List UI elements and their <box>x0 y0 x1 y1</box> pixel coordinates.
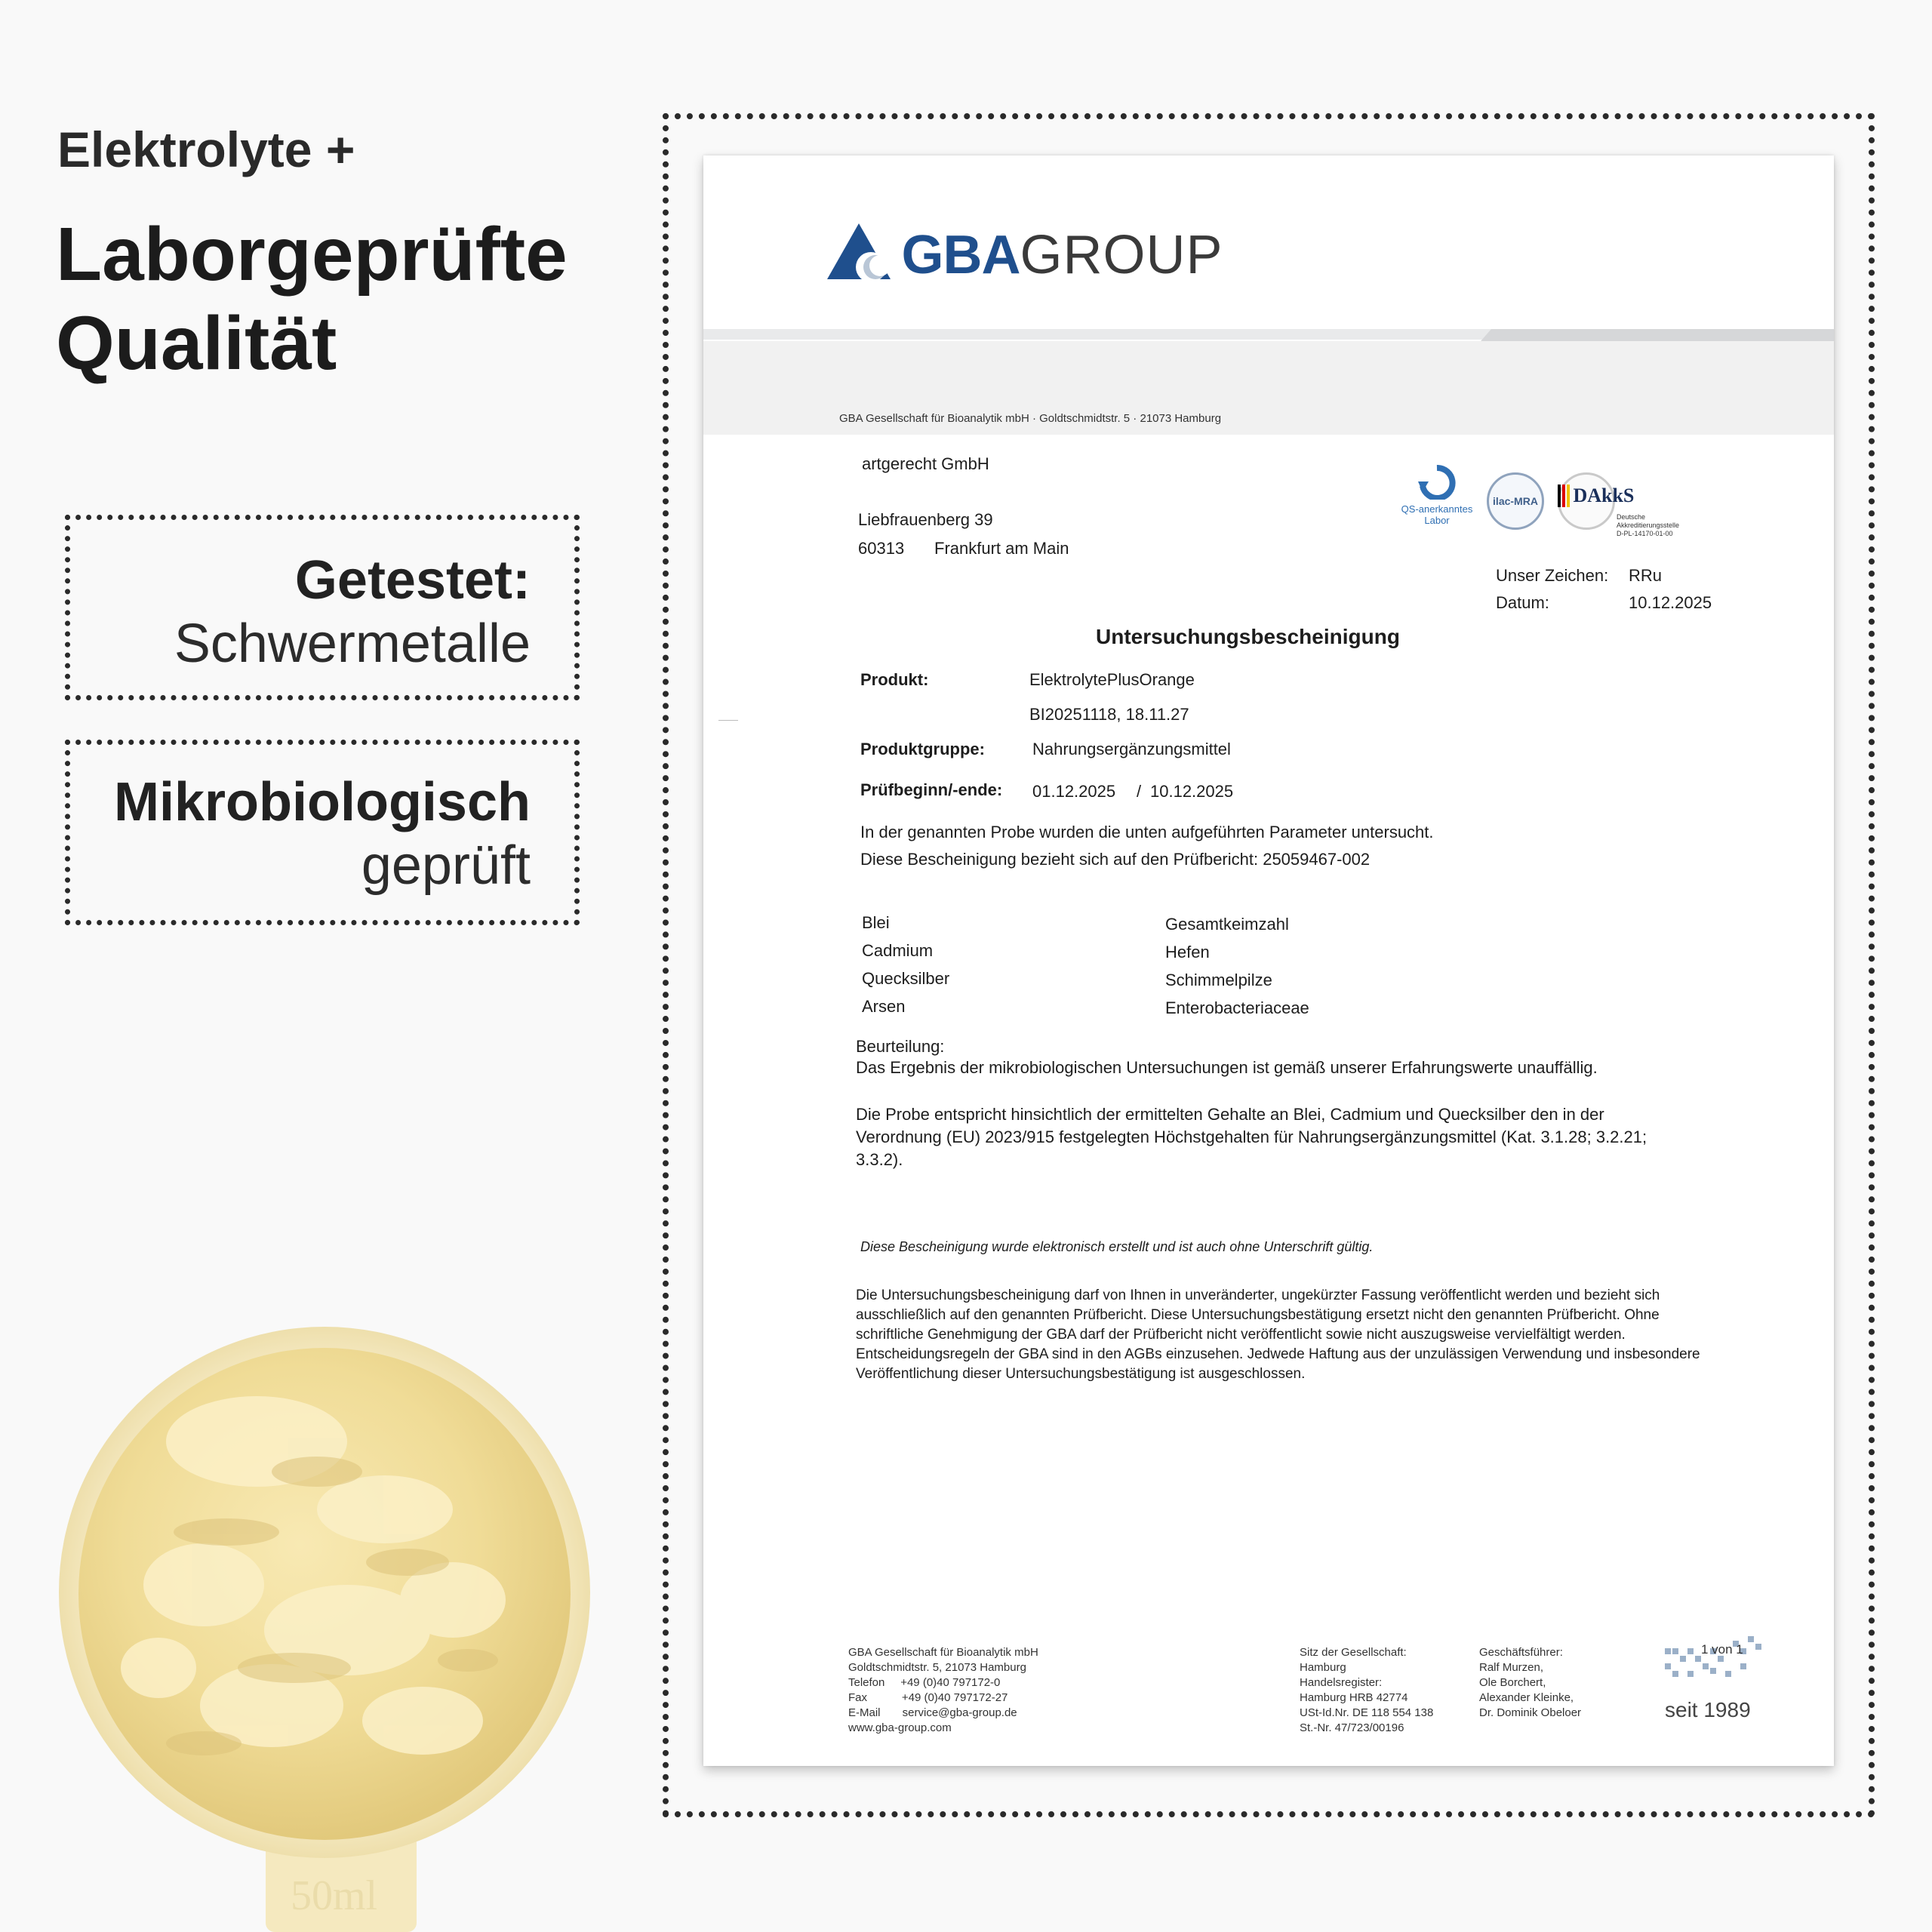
footer-line: Hamburg HRB 42774 <box>1300 1691 1408 1704</box>
electronic-signature-note: Diese Bescheinigung wurde elektronisch erstellt und ist auch ohne Unterschrift gültig. <box>860 1239 1374 1254</box>
assessment-heavy-metals-line: Die Probe entspricht hinsichtlich der ermittelten Gehalte an Blei, Cadmium und Quecksilber den in der <box>856 1105 1604 1124</box>
certificate-heading: Untersuchungsbescheinigung <box>1096 625 1400 648</box>
assessment-microbiology: Das Ergebnis der mikrobiologischen Untersuchungen ist gemäß unserer Erfahrungswerte unauffällig. <box>856 1058 1598 1077</box>
ilac-mra-text: ilac-MRA <box>1493 495 1538 507</box>
date-label: Datum: <box>1496 593 1549 612</box>
fold-mark <box>718 720 738 721</box>
headline-title-line1: Laborgeprüfte <box>56 212 568 297</box>
qs-approved-lab-logo <box>1395 465 1479 526</box>
footer-line: Handelsregister: <box>1300 1676 1383 1689</box>
footer-line: Dr. Dominik Obeloer <box>1479 1706 1582 1719</box>
disclaimer-line: Veröffentlichung dieser Untersuchungsbestätigung ist ausgeschlossen. <box>856 1366 1306 1382</box>
header-stripe-accent <box>1481 329 1834 341</box>
reference-label: Unser Zeichen: <box>1496 566 1609 585</box>
footer-line: Ralf Murzen, <box>1479 1661 1544 1674</box>
product-value: ElektrolytePlusOrange <box>1029 670 1195 689</box>
gba-group-logo <box>827 222 1223 286</box>
sender-address-line: GBA Gesellschaft für Bioanalytik mbH · Goldtschmidtstr. 5 · 21073 Hamburg <box>839 412 1222 425</box>
product-group-value: Nahrungsergänzungsmittel <box>1032 740 1231 758</box>
assessment-heavy-metals <box>856 1103 1647 1171</box>
disclaimer <box>856 1286 1700 1384</box>
microbiology-box <box>65 740 580 925</box>
footer-line: GBA Gesellschaft für Bioanalytik mbH <box>848 1646 1038 1659</box>
product-batch: BI20251118, 18.11.27 <box>1029 705 1189 724</box>
headline-title-line2: Qualität <box>56 301 337 386</box>
reference-value: RRu <box>1629 566 1663 585</box>
footer-company-info <box>848 1645 1038 1736</box>
dakks-subtext <box>1617 513 1679 538</box>
disclaimer-line: ausschließlich auf den genannten Prüfbericht. Diese Untersuchungsbestätigung ersetzt nicht den genannten Prüfbericht. Ohne <box>856 1307 1660 1323</box>
recipient-company: artgerecht GmbH <box>862 454 989 473</box>
footer-line: Alexander Kleinke, <box>1479 1691 1574 1704</box>
qs-label-line1: QS-anerkanntes <box>1401 503 1473 515</box>
intro-line-2: Diese Bescheinigung bezieht sich auf den Prüfbericht: 25059467-002 <box>860 850 1371 869</box>
gba-triangle-icon <box>827 222 898 282</box>
dakks-logo <box>1558 485 1634 507</box>
footer-line: E-Mail service@gba-group.de <box>848 1706 1017 1719</box>
parameter-item: Gesamtkeimzahl <box>1165 915 1289 934</box>
qs-recycle-icon <box>1418 465 1456 500</box>
disclaimer-line: Die Untersuchungsbescheinigung darf von Ihnen in unveränderter, ungekürzter Fassung veröffentlicht werden und bezieht sich <box>856 1287 1660 1303</box>
footer-line: St.-Nr. 47/723/00196 <box>1300 1721 1404 1734</box>
headline-title <box>56 210 568 388</box>
recipient-street: Liebfrauenberg 39 <box>858 510 993 529</box>
footer-line: Ole Borchert, <box>1479 1676 1546 1689</box>
parameter-item: Quecksilber <box>862 969 950 988</box>
logo-gba-text: GBA <box>901 225 1020 285</box>
date-value: 10.12.2025 <box>1629 593 1712 612</box>
test-period-separator: / <box>1137 782 1142 801</box>
logo-group-text: GROUP <box>1020 225 1223 285</box>
intro-line-1: In der genannten Probe wurden die unten aufgeführten Parameter untersucht. <box>860 823 1434 841</box>
heavy-metals-box-title: Getestet: <box>294 550 531 611</box>
dakks-subtext-line3: D-PL-14170-01-00 <box>1617 530 1673 537</box>
microbiology-box-title: Mikrobiologisch <box>113 772 531 832</box>
qs-label-line2: Labor <box>1424 515 1450 526</box>
parameter-item: Arsen <box>862 997 906 1016</box>
recipient-zip: 60313 <box>858 539 905 558</box>
certificate-document <box>703 155 1834 1766</box>
parameter-item: Schimmelpilze <box>1165 971 1272 989</box>
headline-kicker: Elektrolyte + <box>57 122 355 177</box>
parameter-item: Hefen <box>1165 943 1210 961</box>
page-indicator: 1 von 1 <box>1701 1642 1743 1657</box>
scoop-volume-label: 50ml <box>291 1872 378 1919</box>
test-period-end: 10.12.2025 <box>1150 782 1234 801</box>
footer-registry-info <box>1300 1645 1433 1736</box>
footer-line: Goldtschmidtstr. 5, 21073 Hamburg <box>848 1661 1026 1674</box>
footer-line: Sitz der Gesellschaft: <box>1300 1646 1407 1659</box>
since-1989-label: seit 1989 <box>1665 1698 1751 1721</box>
footer-management-info <box>1479 1645 1581 1721</box>
parameter-item: Enterobacteriaceae <box>1165 998 1309 1017</box>
heavy-metals-box-subtitle: Schwermetalle <box>174 614 531 674</box>
parameter-item: Cadmium <box>862 941 934 960</box>
parameters-microbiology <box>1165 910 1309 1022</box>
microbiology-box-subtitle: geprüft <box>361 835 531 896</box>
dakks-text: DAkkS <box>1573 485 1635 506</box>
test-period-label: Prüfbeginn/-ende: <box>860 780 1003 799</box>
footer-line: Fax +49 (0)40 797172-27 <box>848 1691 1008 1704</box>
footer-line: Hamburg <box>1300 1661 1346 1674</box>
parameter-item: Blei <box>862 913 890 932</box>
heavy-metals-box <box>65 515 580 700</box>
footer-line: www.gba-group.com <box>848 1721 952 1734</box>
product-label: Produkt: <box>860 670 929 689</box>
parameters-heavy-metals <box>862 909 949 1020</box>
disclaimer-line: Entscheidungsregeln der GBA sind in den AGBs einzusehen. Jedwede Haftung aus der unzulässigen Verwendung und insbesondere <box>856 1346 1700 1362</box>
assessment-heavy-metals-line: 3.3.2). <box>856 1150 903 1169</box>
assessment-heavy-metals-line: Verordnung (EU) 2023/915 festgelegten Höchstgehalten für Nahrungsergänzungsmittel (Kat. 3.1.28; 3.2.21; <box>856 1128 1647 1146</box>
test-period-start: 01.12.2025 <box>1032 782 1116 801</box>
assessment-label: Beurteilung: <box>856 1037 945 1056</box>
powder-scoop-image <box>30 1313 604 1932</box>
anniversary-badge-icon <box>1662 1633 1767 1686</box>
product-group-label: Produktgruppe: <box>860 740 985 758</box>
footer-line: USt-Id.Nr. DE 118 554 138 <box>1300 1706 1434 1719</box>
dakks-subtext-line1: Deutsche <box>1617 513 1646 521</box>
ilac-mra-logo <box>1487 472 1544 530</box>
disclaimer-line: schriftliche Genehmigung der GBA darf der Prüfbericht nicht veröffentlicht sowie nicht auszugsweise vervielfältigt werden. <box>856 1327 1626 1343</box>
dakks-subtext-line2: Akkreditierungsstelle <box>1617 521 1680 529</box>
recipient-city: Frankfurt am Main <box>934 539 1069 558</box>
footer-line: Telefon +49 (0)40 797172-0 <box>848 1676 1001 1689</box>
footer-line: Geschäftsführer: <box>1479 1646 1563 1659</box>
